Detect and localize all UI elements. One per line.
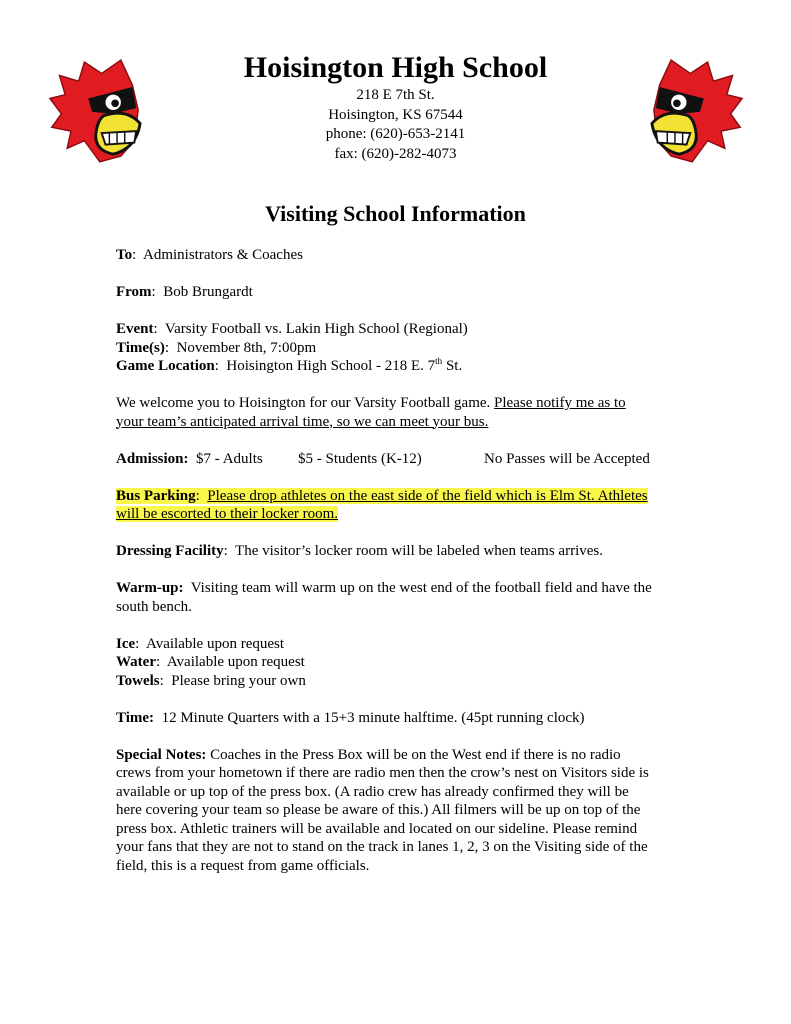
admission-line: Admission: $7 - Adults $5 - Students (K-12) No Passes will be Accepted <box>116 450 650 467</box>
time-line: Time: 12 Minute Quarters with a 15+3 minute halftime. (45pt running clock) <box>116 709 585 726</box>
towels-line: Towels: Please bring your own <box>116 672 306 689</box>
document-body: To: Administrators & Coaches From: Bob Brungardt Event: Varsity Football vs. Lakin High School (Regional) Time(s): November 8th, 7:00pm Game Location: Hoisington High School - 218 E. 7th St. We welcome you to Hoisington for our Varsity Football game. Please notify me as to your team’s anticipated arrival time, so we can meet your bus. Admission: $7 - Adults $5 - Students (K-12) No Passes will be Accepted Bus Parking: Please drop athletes on the east side of the field which is Elm St. Athletes will be escorted to their locker room. Dressing Facility: The visitor’s locker room will be labeled when teams arrives. Warm-up: Visiting team will warm up on the west end of the football field and have the south bench. Ice: Available upon request Water: Available upon request Towels: Please bring your own Time: 12 Minute Quarters with a 15+3 minute halftime. (45pt running clock) Special Notes: Coaches in the Press Box will be on the West end if there is no radio crews from your hometown if there are radio men then the crow’s nest on Visitors side is available or up top of the press box. (A radio crew has already confirmed they will be here covering your team so please be aware of this.) All filmers will be up on top of the press box. Athletic trainers will be available and located on our sideline. Please remind your fans that they are not to stand on the track in lanes 1, 2, 3 on the Visiting side of the field, this is a request from game officials. <box>116 246 686 875</box>
warm-up-line: Warm-up: Visiting team will warm up on the west end of the football field and have the <box>116 580 652 596</box>
document-title: Visiting School Information <box>265 201 526 226</box>
dressing-facility-line: Dressing Facility: The visitor’s locker room will be labeled when teams arrives. <box>116 543 603 559</box>
from-line: From: Bob Brungardt <box>116 284 253 300</box>
bus-parking-line: Bus Parking: Please drop athletes on the east side of the field which is Elm St. Athletes <box>116 487 648 504</box>
address-street: 218 E 7th St. <box>356 87 435 103</box>
welcome-paragraph: We welcome you to Hoisington for our Varsity Football game. Please notify me as to <box>116 395 626 411</box>
fax-number: fax: (620)-282-4073 <box>334 145 457 162</box>
times-line: Time(s): November 8th, 7:00pm <box>116 339 317 356</box>
event-line: Event: Varsity Football vs. Lakin High School (Regional) <box>116 321 468 337</box>
letterhead <box>0 50 791 164</box>
special-notes: Special Notes: Coaches in the Press Box will be on the West end if there is no radio <box>116 746 621 763</box>
ice-line: Ice: Available upon request <box>116 635 285 652</box>
water-line: Water: Available upon request <box>116 654 305 670</box>
school-name: Hoisington High School <box>243 51 548 84</box>
address-city: Hoisington, KS 67544 <box>328 106 463 123</box>
phone-number: phone: (620)-653-2141 <box>325 126 466 142</box>
to-line: To: Administrators & Coaches <box>116 247 303 263</box>
location-line: Game Location: Hoisington High School - 218 E. 7th St. <box>116 356 463 374</box>
